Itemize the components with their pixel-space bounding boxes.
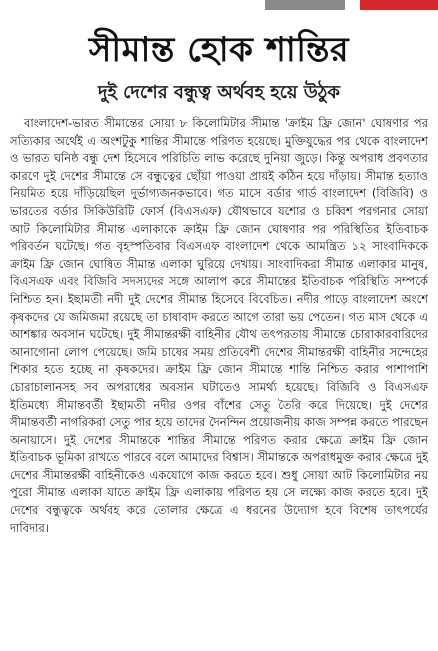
article-headline: সীমান্ত হোক শান্তির <box>88 30 350 70</box>
header-gray-bar <box>265 0 345 10</box>
page-header-strip <box>0 0 438 12</box>
header-red-bar <box>360 0 438 10</box>
editorial-article <box>0 26 438 651</box>
article-subheadline: দুই দেশের বন্ধুত্ব অর্থবহ হয়ে উঠুক <box>97 82 341 103</box>
article-body: বাংলাদেশ-ভারত সীমান্তের সোয়া ৮ কিলোমিটার সীমান্ত 'ক্রাইম ফ্রি জোন' ঘোষণার পর সত্যিকার অর্থেই এ অংশটুকু শান্তির সীমান্তে পরিণত হয়েছে। মুক্তিযুদ্ধের পর থেকে বাংলাদেশ ও ভারত ঘনিষ্ঠ বন্ধু দেশ হিসেবে পরিচিতি লাভ করেছে দুনিয়া জুড়ে। কিন্তু অপরাধ প্রবণতার কারণে দুই দেশের সীমান্তে সে বন্ধুত্বের ছোঁয়া পাওয়া প্রায়ই কঠিন হয়ে দাঁড়ায়। সীমান্ত হত্যাও নিয়মিত হয়ে দাঁড়িয়েছিল দুর্ভাগ্যজনকভাবে। গত মাসে বর্ডার গার্ড বাংলাদেশ (বিজিবি) ও ভারতের বর্ডার সিকিউরিটি ফোর্স (বিএসএফ) যৌথভাবে যশোর ও চব্বিশ পরগনার সোয়া আট কিলোমিটার সীমান্ত এলাকাকে ক্রাইম ফ্রি জোন ঘোষণার পর পরিস্থিতির ইতিবাচক পরিবর্তন ঘটেছে। গত বৃহস্পতিবার বিএসএফ বাংলাদেশ থেকে আমন্ত্রিত ১২ সাংবাদিককে ক্রাইম ফ্রি জোন ঘোষিত সীমান্ত এলাকা ঘুরিয়ে দেখায়। সাংবাদিকরা সীমান্ত এলাকার মানুষ, বিএসএফ এবং বিজিবি সদস্যদের সঙ্গে আলাপ করে সীমান্তের ইতিবাচক পরিস্থিতি সম্পর্কে নিশ্চিত হন। ইছামতী নদী দুই দেশের সীমান্ত হিসেবে বিবেচিত। নদীর পাড়ে বাংলাদেশ অংশে কৃষকদের যে জমিজমা রয়েছে তা চাষাবাদ করতে আগে তারা ভয় পেতেন। গত মাস থেকে এ আশঙ্কার অবসান ঘটেছে। দুই সীমান্তরক্ষী বাহিনীর যৌথ তৎপরতায় সীমান্তে চোরাকারবারিদের আনাগোনা লোপ পেয়েছে। জমি চাষের সময় প্রতিবেশী দেশের সীমান্তরক্ষী বাহিনীর সন্দেহের শিকার হতে হচ্ছে না কৃষকদের। ক্রাইম ফ্রি জোন সীমান্তে শান্তি নিশ্চিত করার পাশাপাশি চোরাচালানসহ সব অপরাধের অবসান ঘটাতেও সামর্থ্য হয়েছে। বিজিবি ও বিএসএফ ইতিমধ্যে সীমান্তবর্তী ইছামতী নদীর ওপর বাঁশের সেতু তৈরি করে দিয়েছে। দুই দেশের সীমান্তবর্তী নাগরিকরা সেতু পার হয়ে তাদের দৈনন্দিন প্রয়োজনীয় কাজ সম্পন্ন করতে পারছেন অনায়াসে। দুই দেশের সীমান্তকে শান্তির সীমান্তে পরিণত করার ক্ষেত্রে ক্রাইম ফ্রি জোন ইতিবাচক ভূমিকা রাখতে পারবে বলে আমাদের বিশ্বাস। সীমান্তকে অপরাধমুক্ত করার ক্ষেত্রে দুই দেশের সীমান্তরক্ষী বাহিনীকেও একযোগে কাজ করতে হবে। শুধু সোয়া আট কিলোমিটার নয় পুরো সীমান্ত এলাকা যাতে ক্রাইম ফ্রি এলাকায় পরিণত হয় সে লক্ষ্যে কাজ করতে হবে। দুই দেশের বন্ধুত্বকে অর্থবহ করে তোলার ক্ষেত্রে এ ধরনের উদ্যোগ হবে বিশেষ তাৎপর্যের দাবিদার। <box>10 116 428 535</box>
